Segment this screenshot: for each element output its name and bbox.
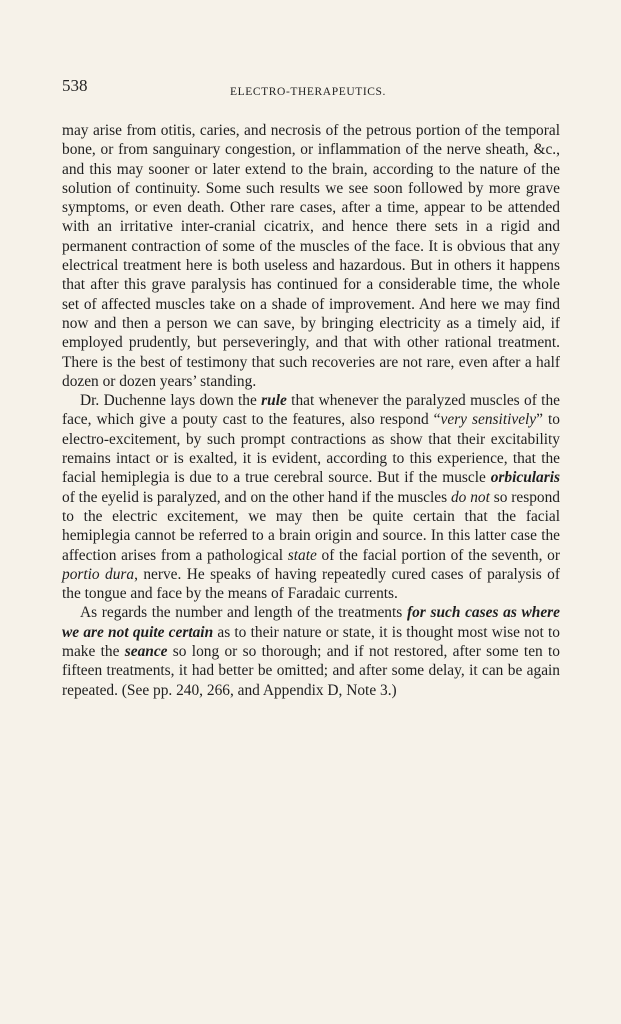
paragraph-2-text: Dr. Duchenne lays down the: [80, 392, 262, 410]
paragraph-2: [62, 391, 560, 603]
emphasis-rule: rule: [261, 392, 287, 410]
paragraph-2-text: , nerve. He speaks of having repeatedly cured cases of paralysis of the tongue and face by the means of Faradaic currents.: [62, 565, 560, 603]
body-text: [62, 121, 560, 700]
paragraph-3-text: so long or so thorough; and if not restored, after some ten to fifteen treatments, it had better be omitted; and after some delay, it can be again repeated. (See pp. 240, 266, and Appendix D, Note 3.): [62, 643, 561, 699]
emphasis-orbicularis: orbicularis: [490, 469, 560, 487]
paragraph-3-text: As regards the number and length of the treatments: [80, 604, 407, 622]
emphasis-very-sensitively: very sensitively: [440, 411, 537, 429]
paragraph-3-text: as to their nature or state, it is thought most wise not to make the: [62, 623, 560, 661]
paragraph-2-text: ” to electro-excitement, by such prompt contractions as show that their excitability remains intact or is exalted, it is evident, according to this experience, that the facial hemiplegia is due to a true cerebral source. But if the muscle: [62, 411, 560, 487]
running-title: ELECTRO-THERAPEUTICS.: [230, 86, 387, 98]
paragraph-1-text: may arise from otitis, caries, and necrosis of the petrous portion of the temporal bone, or from sanguinary congestion, or inflammation of the nerve sheath, &c., and this may sooner or later extend to the brain, according to the nature of the solution of continuity. Some such results we see soon followed by more grave symptoms, or even death. Other rare cases, after a time, appear to be attended with an irritative inter-cranial cicatrix, and hence there sets in a rigid and permanent contraction of some of the muscles of the face. It is obvious that any electrical treatment here is both useless and hazardous. But in others it happens that after this grave paralysis has continued for a considerable time, the whole set of affected muscles take on a shade of improvement. And here we may find now and then a person we can save, by bringing electricity as a timely aid, if employed prudently, but perseveringly, and that with other rational treatment. There is the best of testimony that such recoveries are not rare, even after a half dozen or dozen years’ standing.: [62, 122, 560, 390]
paragraph-3: [62, 603, 560, 699]
emphasis-state: state: [287, 546, 317, 564]
paragraph-2-text: so respond to the electric excitement, we may then be quite certain that the facial hemiplegia cannot be referred to a brain origin and source. In this latter case the affection arises from a pathological: [62, 488, 561, 564]
paragraph-2-text: of the eyelid is paralyzed, and on the other hand if the muscles: [62, 488, 451, 506]
emphasis-portio-dura: portio dura: [62, 565, 135, 583]
page-number: 538: [62, 76, 88, 95]
paragraph-1: [62, 121, 560, 391]
emphasis-do-not: do not: [450, 488, 490, 506]
page-header: [62, 76, 560, 100]
paragraph-2-text: of the facial portion of the seventh, or: [316, 546, 560, 564]
emphasis-for-such-cases: for such cases as where we are not quite certain: [62, 604, 561, 641]
paragraph-2-text: that whenever the paralyzed muscles of the face, which give a pouty cast to the features, also respond “: [62, 392, 560, 429]
emphasis-seance: seance: [124, 643, 168, 661]
